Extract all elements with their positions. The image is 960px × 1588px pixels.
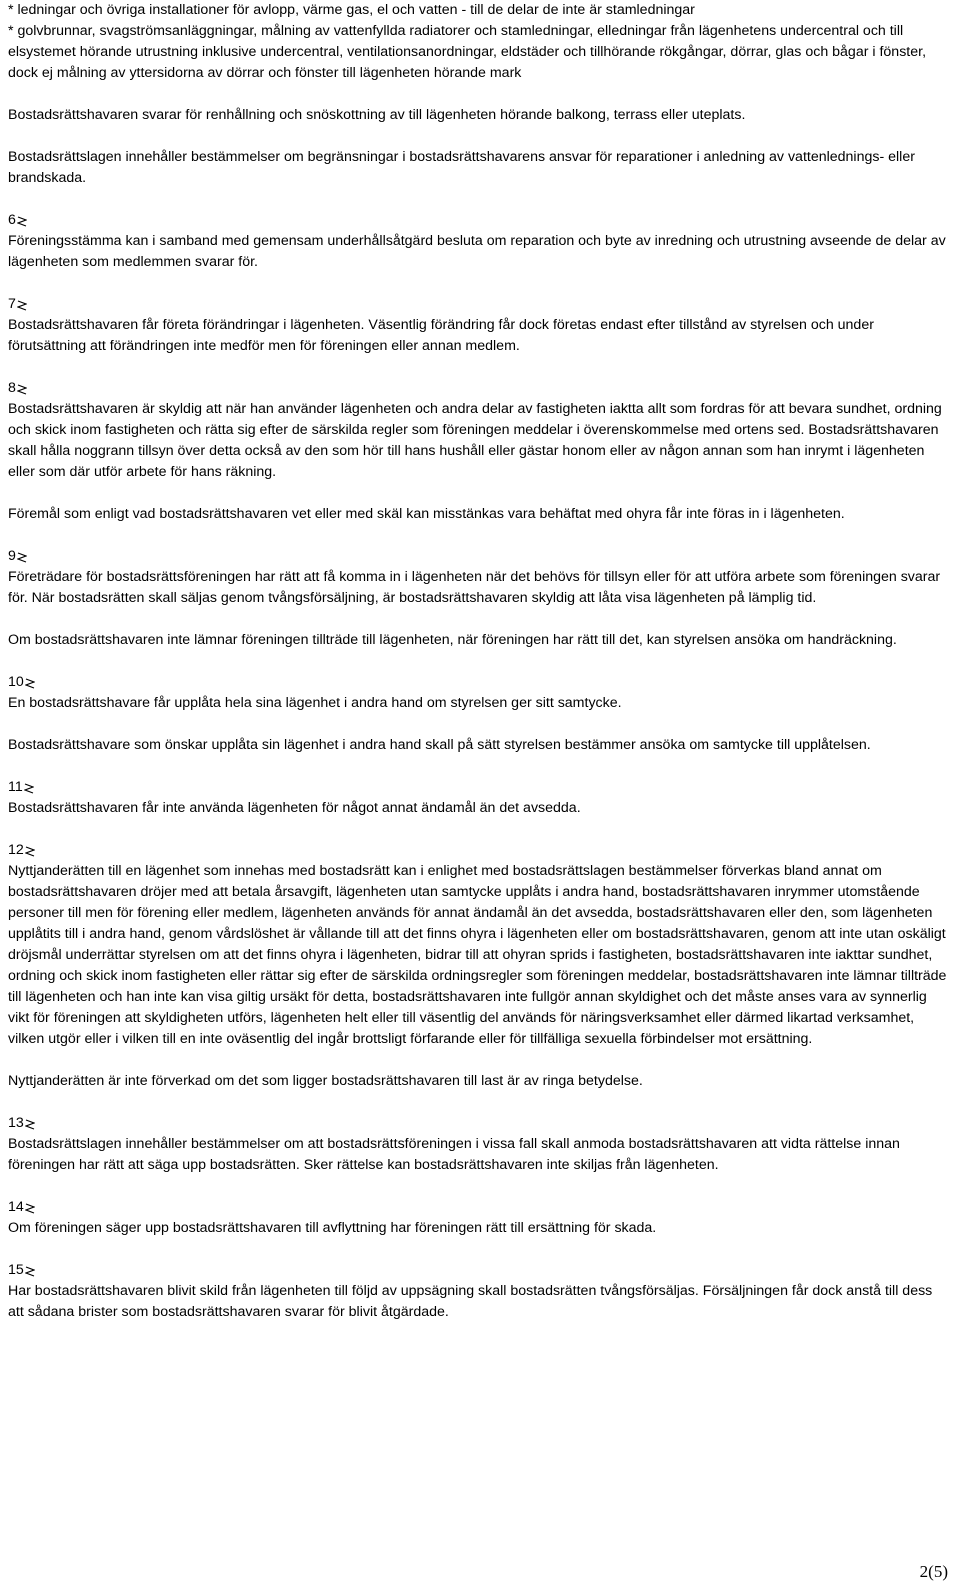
paragraph-begransningar: Bostadsrättslagen innehåller bestämmelser om begränsningar i bostadsrättshavarens ansvar för reparationer i anledning av vattenlednings- eller brandskada. xyxy=(8,149,915,186)
section-number: 10 xyxy=(8,674,24,690)
section-number: 9 xyxy=(8,548,16,564)
section-mark-icon xyxy=(25,844,35,857)
section-text: Bostadsrättslagen innehåller bestämmelser om att bostadsrättsföreningen i vissa fall skall anmoda bostadsrättshavaren att vidta rättelse innan föreningen har rätt att säga upp bostadsrätten. Sker rättelse kan bostadsrättshavaren inte skiljas från lägenheten. xyxy=(8,1136,900,1173)
section-14 xyxy=(8,1197,948,1239)
section-heading xyxy=(8,840,948,861)
section-heading xyxy=(8,294,948,315)
bullet-ledningar: * ledningar och övriga installationer för avlopp, värme gas, el och vatten - till de delar de inte är stamledningar xyxy=(8,2,695,18)
section-text-2: Nyttjanderätten är inte förverkad om det som ligger bostadsrättshavaren till last är av ringa betydelse. xyxy=(8,1073,643,1089)
section-heading xyxy=(8,546,948,567)
section-mark-icon xyxy=(24,781,34,794)
section-6 xyxy=(8,210,948,273)
section-text: Nyttjanderätten till en lägenhet som innehas med bostadsrätt kan i enlighet med bostadsrättslagen bestämmelser förverkas bland annat om bostadsrättshavaren dröjer med att betala årsavgift, lägenheten utan samtycke upplåts i andra hand, bostadsrättshavaren inrymmer utomstående personer till men för förening eller medlem, lägenheten används för annat ändamål än det avsedda, bostadsrättshavaren eller den, som lägenheten upplåtits till i andra hand, genom vårdslöshet är vållande till att det finns ohyra i lägenheten eller om bostadsrättshavaren, genom att inte utan oskäligt dröjsmål underrättar styrelsen om att det finns ohyra i lägenheten, bidrar till att ohyran sprids i fastigheten, bostadsrättshavaren inte iakttar sundhet, ordning och skick inom fastigheten eller rättar sig efter de särskilda ordningsregler som föreningen meddelar, bostadsrättshavaren inte lämnar tillträde till lägenheten och han inte kan visa giltig ursäkt för detta, bostadsrättshavaren inte fullgör annan skyldighet och det måste anses vara av synnerlig vikt för föreningen att skyldigheten utförs, lägenheten helt eller till väsentlig del används för näringsverksamhet eller därmed likartad verksamhet, vilken utgör eller i vilken till en inte oväsentlig del ingår brottsligt förfarande eller för tillfälliga sexuella förbindelser mot ersättning. xyxy=(8,863,947,1047)
document-page xyxy=(8,0,948,1323)
paragraph-renhallning: Bostadsrättshavaren svarar för renhållning och snöskottning av till lägenheten hörande balkong, terrass eller uteplats. xyxy=(8,107,746,123)
section-mark-icon xyxy=(17,550,27,563)
section-mark-icon xyxy=(25,676,35,689)
section-mark-icon xyxy=(25,1201,35,1214)
section-13 xyxy=(8,1113,948,1176)
section-text: Har bostadsrättshavaren blivit skild från lägenheten till följd av uppsägning skall bostadsrätten tvångsförsäljas. Försäljningen får dock anstå till dess att sådana brister som bostadsrättshavaren svarar för blivit åtgärdade. xyxy=(8,1283,933,1320)
section-text: Bostadsrättshavaren är skyldig att när han använder lägenheten och andra delar av fastigheten iaktta allt som fordras för att bevara sundhet, ordning och skick inom fastigheten och rätta sig efter de särskilda regler som föreningen meddelar i överenskommelse med ortens sed. Bostadsrättshavaren skall hålla noggrann tillsyn över detta också av den som hör till hans hushåll eller gästar honom eller av någon annan som han inrymt i lägenheten eller som där utför arbete för hans räkning. xyxy=(8,401,942,480)
section-heading xyxy=(8,1260,948,1281)
section-text: Bostadsrättshavaren får inte använda lägenheten för något annat ändamål än det avsedda. xyxy=(8,800,581,816)
section-heading xyxy=(8,1113,948,1134)
section-number: 7 xyxy=(8,296,16,312)
section-10 xyxy=(8,672,948,756)
section-heading xyxy=(8,1197,948,1218)
section-number: 8 xyxy=(8,380,16,396)
section-7 xyxy=(8,294,948,357)
section-heading xyxy=(8,210,948,231)
section-number: 15 xyxy=(8,1262,24,1278)
section-text: Om föreningen säger upp bostadsrättshavaren till avflyttning har föreningen rätt till ersättning för skada. xyxy=(8,1220,657,1236)
section-heading xyxy=(8,777,948,798)
section-mark-icon xyxy=(17,214,27,227)
section-text: En bostadsrättshavare får upplåta hela sina lägenhet i andra hand om styrelsen ger sitt samtycke. xyxy=(8,695,622,711)
section-number: 12 xyxy=(8,842,24,858)
section-mark-icon xyxy=(25,1264,35,1277)
bullet-golvbrunnar: * golvbrunnar, svagströmsanläggningar, målning av vattenfyllda radiatorer och stamledningar, elledningar från lägenhetens undercentral och till elsystemet hörande utrustning inklusive undercentral, ventilationsanordningar, eldstäder och tillhörande rökgångar, dörrar, glas och bågar i fönster, dock ej målning av yttersidorna av dörrar och fönster till lägenheten hörande mark xyxy=(8,23,927,81)
section-number: 14 xyxy=(8,1199,24,1215)
section-mark-icon xyxy=(17,298,27,311)
section-heading xyxy=(8,378,948,399)
section-heading xyxy=(8,672,948,693)
section-text-2: Föremål som enligt vad bostadsrättshavaren vet eller med skäl kan misstänkas vara behäftat med ohyra får inte föras in i lägenheten. xyxy=(8,506,845,522)
section-text: Företrädare för bostadsrättsföreningen har rätt att få komma in i lägenheten när det behövs för tillsyn eller för att utföra arbete som föreningen svarar för. När bostadsrätten skall säljas genom tvångsförsäljning, är bostadsrättshavaren skyldig att låta visa lägenheten på lämplig tid. xyxy=(8,569,941,606)
section-number: 6 xyxy=(8,212,16,228)
section-mark-icon xyxy=(17,382,27,395)
section-15 xyxy=(8,1260,948,1323)
section-text: Bostadsrättshavaren får företa förändringar i lägenheten. Väsentlig förändring får dock företas endast efter tillstånd av styrelsen och under förutsättning att förändringen inte medför men för föreningen eller annan medlem. xyxy=(8,317,874,354)
section-12 xyxy=(8,840,948,1092)
page-number: 2(5) xyxy=(919,1562,948,1581)
section-number: 11 xyxy=(8,779,23,795)
section-text: Föreningsstämma kan i samband med gemensam underhållsåtgärd besluta om reparation och byte av inredning och utrustning avseende de delar av lägenheten som medlemmen svarar för. xyxy=(8,233,946,270)
section-number: 13 xyxy=(8,1115,24,1131)
section-mark-icon xyxy=(25,1117,35,1130)
section-8 xyxy=(8,378,948,525)
section-9 xyxy=(8,546,948,651)
section-text-2: Bostadsrättshavare som önskar upplåta sin lägenhet i andra hand skall på sätt styrelsen bestämmer ansöka om samtycke till upplåtelsen. xyxy=(8,737,871,753)
section-text-2: Om bostadsrättshavaren inte lämnar föreningen tillträde till lägenheten, när föreningen har rätt till det, kan styrelsen ansöka om handräckning. xyxy=(8,632,897,648)
section-11 xyxy=(8,777,948,819)
